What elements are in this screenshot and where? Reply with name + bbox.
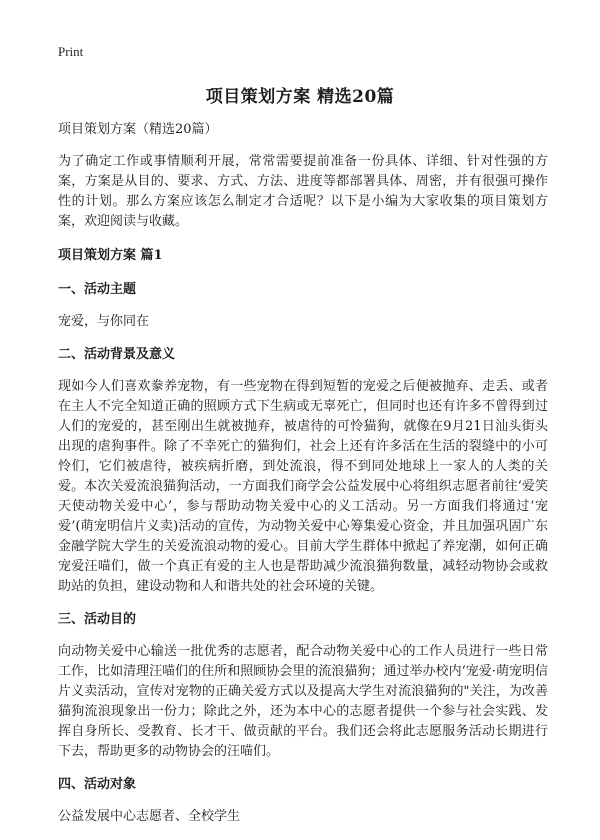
print-label[interactable]: Print — [58, 44, 84, 59]
section-heading-target: 四、活动对象 — [58, 777, 137, 792]
section-body-background: 现如今人们喜欢豢养宠物，有一些宠物在得到短暂的宠爱之后便被抛弃、走丢、或者在主人不完全知道正确的照顾方式下生病或无辜死亡，但同时也还有许多不曾得到过人们的宠爱的，甚至刚出生就被抛弃，被虐待的可怜猫狗，就像在9月21日汕头街头出现的虐狗事件。除了不幸死亡的猫狗们，社会上还有许多活在生活的裂缝中的小可怜们，它们被虐待，被疾病折磨，到处流浪，得不到同处地球上一家人的人类的关爱。本次关爱流浪猫狗活动，一方面我们商学会公益发展中心将组织志愿者前往‘爱笑天使动物关爱中心’，参与帮助动物关爱中心的义工活动。另一方面我们将通过‘宠爱’(萌宠明信片义卖)活动的宣传，为动物关爱中心筹集爱心资金，并且加强巩固广东金融学院大学生的关爱流浪动物的爱心。目前大学生群体中掀起了养宠潮，如何正确宠爱汪喵们，做一个真正有爱的主人也是帮助减少流浪猫狗数量，减轻动物协会或救助站的负担，建设动物和人和谐共处的社会环境的关键。 — [58, 379, 548, 594]
article-title: 项目策划方案 篇1 — [58, 248, 163, 263]
intro-paragraph: 为了确定工作或事情顺利开展，常常需要提前准备一份具体、详细、针对性强的方案，方案是从目的、要求、方式、方法、进度等都部署具体、周密，并有很强可操作性的计划。那么方案应该怎么制定才合适呢？以下是小编为大家收集的项目策划方案，欢迎阅读与收藏。 — [58, 154, 548, 229]
section-heading-purpose: 三、活动目的 — [58, 612, 137, 627]
section-heading-theme: 一、活动主题 — [58, 282, 137, 297]
section-body-purpose: 向动物关爱中心输送一批优秀的志愿者，配合动物关爱中心的工作人员进行一些日常工作，比如清理汪喵们的住所和照顾协会里的流浪猫狗；通过举办校内‘宠爱·萌宠明信片义卖活动，宣传对宠物的正确关爱方式以及提高大学生对流浪猫狗的"关注，为改善猫狗流浪现象出一份力；除此之外，还为本中心的志愿者提供一个参与社会实践、发挥自身所长、受教育、长才干、做贡献的平台。我们还会将此志愿服务活动长期进行下去，帮助更多的动物协会的汪喵们。 — [58, 644, 548, 759]
document-content — [58, 120, 548, 840]
section-heading-background: 二、活动背景及意义 — [58, 347, 176, 362]
section-body-theme: 宠爱，与你同在 — [58, 314, 150, 329]
document-title: 项目策划方案 精选20篇 — [205, 87, 395, 107]
section-body-target: 公益发展中心志愿者、全校学生 — [58, 809, 241, 824]
document-subtitle: 项目策划方案（精选20篇） — [58, 122, 218, 137]
